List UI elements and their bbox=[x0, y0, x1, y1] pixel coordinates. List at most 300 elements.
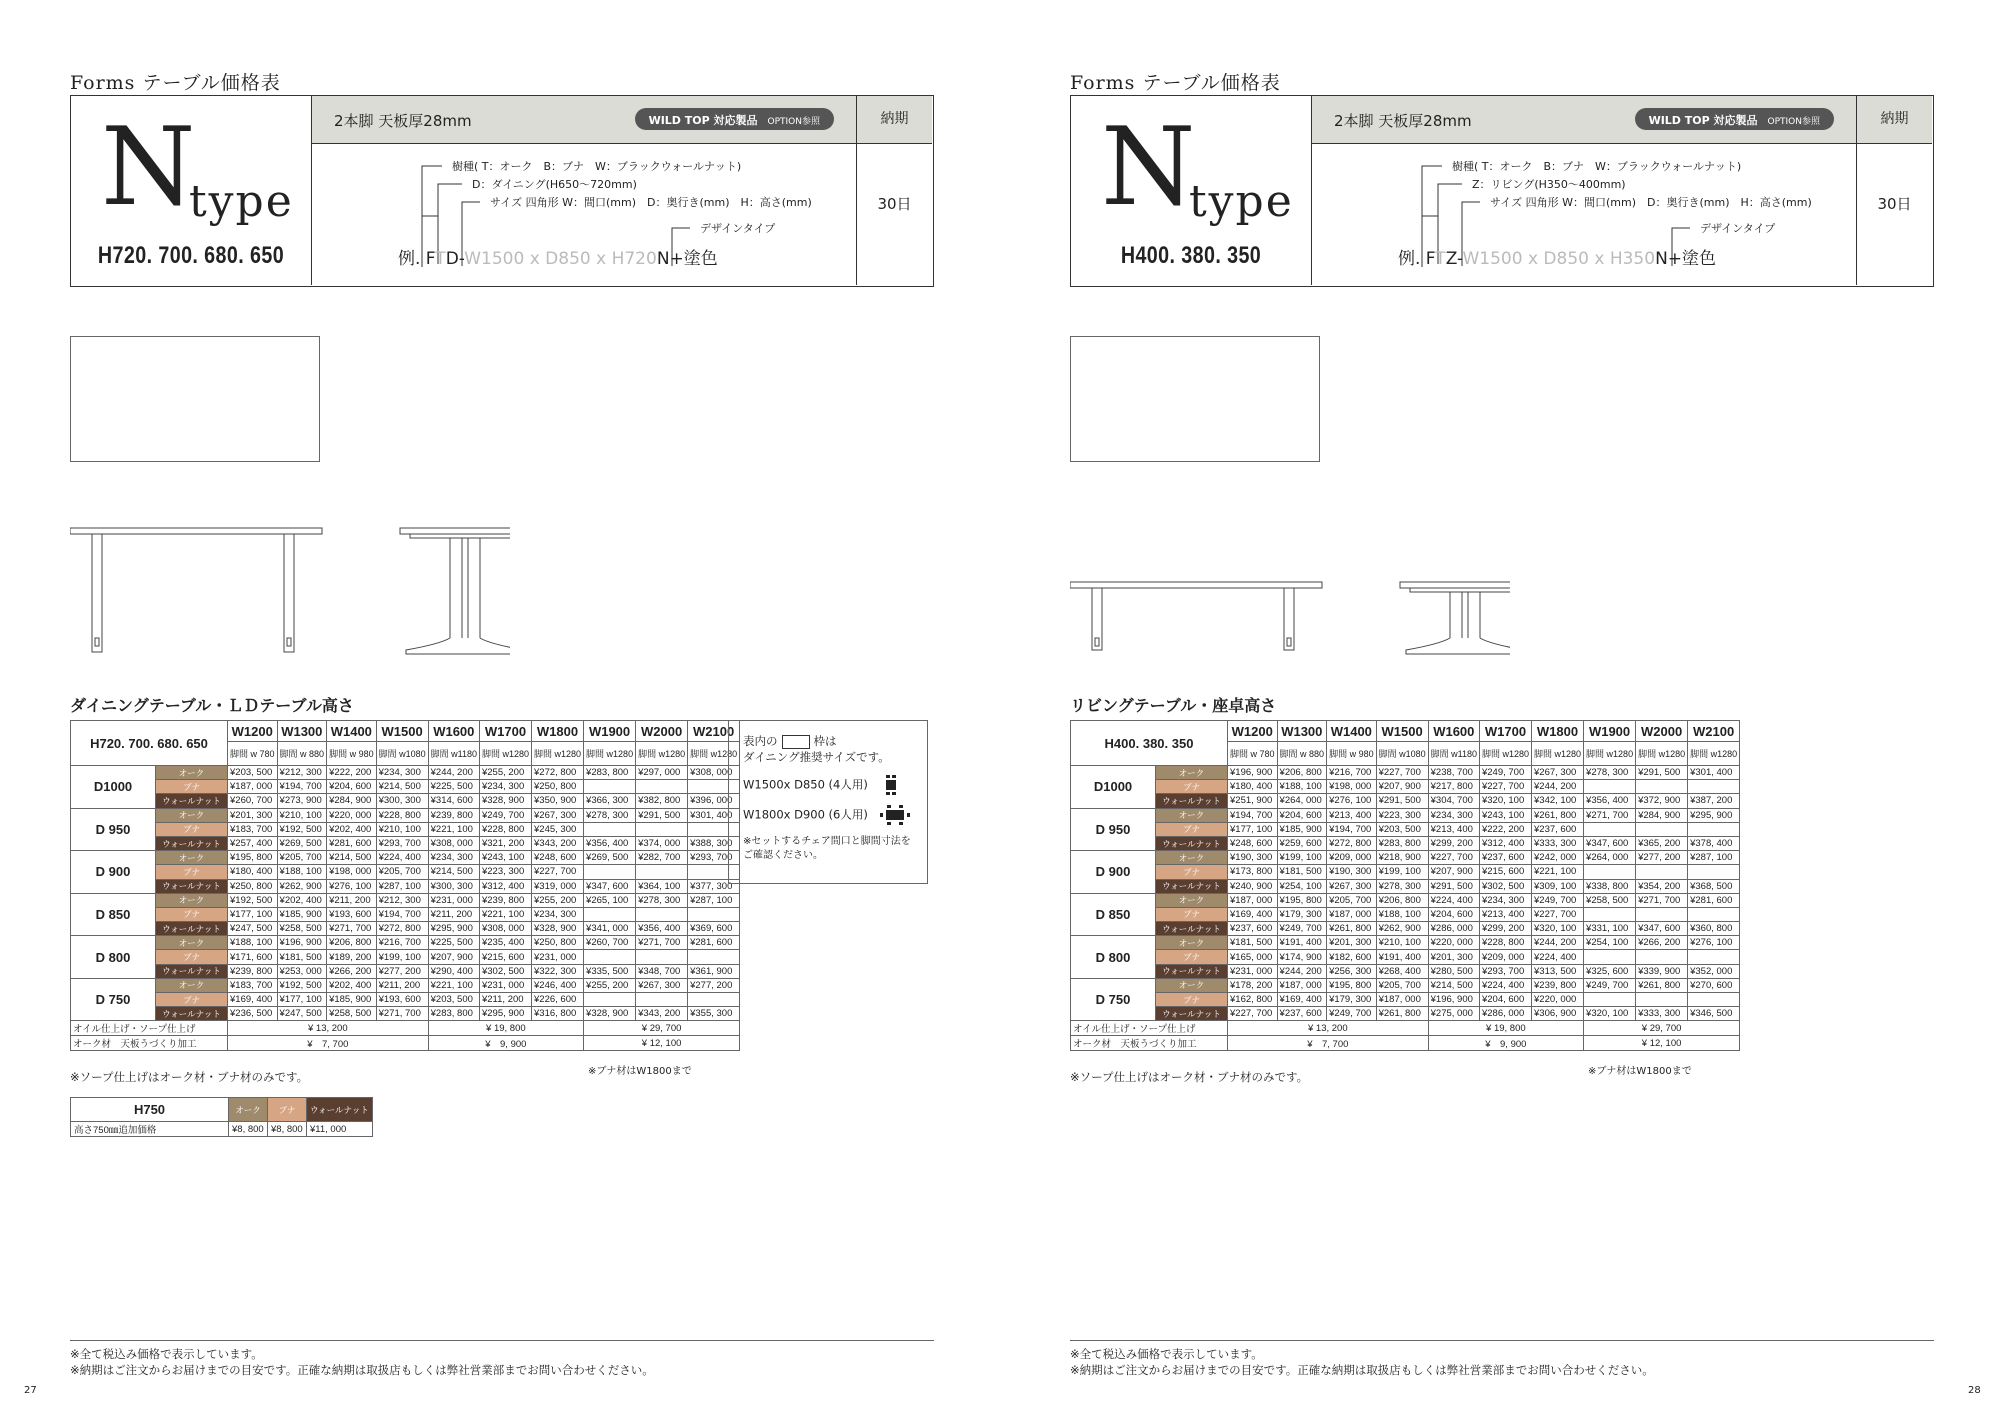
price-cell: ¥269, 500 bbox=[584, 851, 636, 865]
price-cell: ¥244, 200 bbox=[428, 766, 479, 780]
table-row bbox=[71, 808, 740, 822]
price-cell: ¥267, 300 bbox=[1532, 766, 1584, 780]
price-cell: ¥284, 900 bbox=[327, 794, 377, 808]
price-cell: ¥193, 600 bbox=[327, 907, 377, 921]
buna-note: ※ブナ材はW1800まで bbox=[588, 1066, 692, 1077]
price-cell: ¥261, 800 bbox=[1636, 978, 1688, 992]
price-cell: ¥280, 500 bbox=[1428, 964, 1479, 978]
price-cell: ¥284, 900 bbox=[1636, 808, 1688, 822]
finish-oak-uzukuri-label: オーク材 天板うづくり加工 bbox=[71, 1036, 228, 1051]
side-view-top bbox=[1070, 582, 1322, 588]
price-cell: ¥206, 800 bbox=[1277, 766, 1327, 780]
price-cell: ¥266, 200 bbox=[327, 964, 377, 978]
table-row bbox=[1071, 851, 1740, 865]
height-range: H400. 380. 350 bbox=[1120, 242, 1262, 269]
leg-span-header: 脚間 w1080 bbox=[376, 742, 428, 766]
example-prefix: 例. F bbox=[398, 249, 436, 269]
price-cell: ¥356, 400 bbox=[1584, 794, 1636, 808]
price-cell: ¥212, 300 bbox=[277, 766, 327, 780]
table-row bbox=[1071, 865, 1740, 879]
wood-buna-label: ブナ bbox=[156, 822, 228, 836]
price-cell: ¥278, 300 bbox=[1376, 879, 1428, 893]
footer-notes bbox=[70, 1346, 654, 1378]
price-cell: ¥260, 700 bbox=[228, 794, 278, 808]
price-cell bbox=[584, 780, 636, 794]
leg-span-header: 脚間 w 780 bbox=[1228, 742, 1278, 766]
price-cell: ¥277, 200 bbox=[688, 978, 740, 992]
price-cell: ¥291, 500 bbox=[1376, 794, 1428, 808]
price-cell: ¥322, 300 bbox=[532, 964, 584, 978]
price-cell: ¥374, 000 bbox=[636, 836, 688, 850]
price-cell: ¥328, 900 bbox=[479, 794, 531, 808]
width-header: W1600 bbox=[1428, 721, 1479, 742]
price-cell: ¥283, 800 bbox=[428, 1007, 479, 1021]
wood-walnut-label: ウォールナット bbox=[1156, 964, 1228, 978]
price-cell: ¥199, 100 bbox=[376, 950, 428, 964]
price-cell: ¥249, 700 bbox=[479, 808, 531, 822]
wood-buna-label: ブナ bbox=[1156, 780, 1228, 794]
side-view-top bbox=[70, 528, 322, 534]
delivery-label: 納期 bbox=[856, 96, 932, 144]
wild-top-badge bbox=[1635, 108, 1834, 130]
price-cell: ¥207, 900 bbox=[1428, 865, 1479, 879]
product-photo-frame bbox=[70, 336, 320, 462]
table-row bbox=[71, 1007, 740, 1021]
price-cell: ¥354, 200 bbox=[1636, 879, 1688, 893]
wood-oak-label: オーク bbox=[156, 808, 228, 822]
price-cell: ¥256, 300 bbox=[1327, 964, 1377, 978]
product-code-diagram bbox=[1312, 144, 1856, 285]
price-cell: ¥267, 300 bbox=[532, 808, 584, 822]
price-cell: ¥195, 800 bbox=[228, 851, 278, 865]
table-row bbox=[1071, 907, 1740, 921]
height-header: H400. 380. 350 bbox=[1071, 721, 1228, 766]
price-cell: ¥188, 100 bbox=[1277, 780, 1327, 794]
price-cell: ¥188, 100 bbox=[228, 936, 278, 950]
legend-heading bbox=[743, 733, 913, 765]
price-cell: ¥251, 900 bbox=[1228, 794, 1278, 808]
wood-oak-label: オーク bbox=[1156, 808, 1228, 822]
price-cell: ¥245, 300 bbox=[532, 822, 584, 836]
wood-walnut-label: ウォールナット bbox=[156, 964, 228, 978]
wood-oak-label: オーク bbox=[156, 766, 228, 780]
price-cell: ¥258, 500 bbox=[277, 922, 327, 936]
depth-label: D 950 bbox=[1071, 808, 1156, 851]
side-view-leg-right bbox=[284, 534, 294, 652]
price-cell: ¥258, 500 bbox=[1584, 893, 1636, 907]
price-cell: ¥290, 400 bbox=[428, 964, 479, 978]
price-cell bbox=[1688, 993, 1740, 1007]
price-cell: ¥312, 400 bbox=[1479, 836, 1531, 850]
price-cell: ¥221, 100 bbox=[1532, 865, 1584, 879]
annotation-design: デザインタイプ bbox=[1700, 222, 1776, 235]
price-cell: ¥199, 100 bbox=[1277, 851, 1327, 865]
price-cell: ¥338, 800 bbox=[1584, 879, 1636, 893]
price-cell: ¥227, 700 bbox=[1428, 851, 1479, 865]
price-cell: ¥261, 800 bbox=[1327, 922, 1377, 936]
width-header: W2100 bbox=[688, 721, 740, 742]
type-word: type bbox=[1189, 176, 1294, 227]
price-cell: ¥190, 300 bbox=[1327, 865, 1377, 879]
finish-oil-soap-price: ¥ 19, 800 bbox=[1428, 1021, 1583, 1036]
leg-span-header: 脚間 w1280 bbox=[584, 742, 636, 766]
price-cell: ¥268, 400 bbox=[1376, 964, 1428, 978]
finish-oak-uzukuri-price: ¥ 9, 900 bbox=[428, 1036, 583, 1051]
option-ref: OPTION参照 bbox=[767, 117, 820, 127]
price-cell: ¥236, 500 bbox=[228, 1007, 278, 1021]
wild-badge-label: WILD TOP 対応製品 bbox=[1648, 114, 1758, 127]
h750-price-oak: ¥8, 800 bbox=[229, 1122, 268, 1137]
price-cell bbox=[1636, 950, 1688, 964]
price-cell: ¥277, 200 bbox=[376, 964, 428, 978]
price-cell: ¥214, 500 bbox=[327, 851, 377, 865]
price-cell: ¥300, 300 bbox=[376, 794, 428, 808]
price-cell: ¥314, 600 bbox=[428, 794, 479, 808]
price-cell: ¥295, 900 bbox=[428, 922, 479, 936]
price-cell: ¥276, 100 bbox=[1327, 794, 1377, 808]
wood-walnut-label: ウォールナット bbox=[1156, 836, 1228, 850]
wood-walnut-label: ウォールナット bbox=[156, 794, 228, 808]
finish-oak-uzukuri-label: オーク材 天板うづくり加工 bbox=[1071, 1036, 1228, 1051]
price-cell bbox=[1584, 950, 1636, 964]
price-cell: ¥352, 000 bbox=[1688, 964, 1740, 978]
price-cell: ¥228, 800 bbox=[1479, 936, 1531, 950]
price-cell: ¥321, 200 bbox=[479, 836, 531, 850]
price-cell: ¥201, 300 bbox=[1327, 936, 1377, 950]
price-cell: ¥262, 900 bbox=[1376, 922, 1428, 936]
footer-note-delivery: ※納期はご注文からお届けまでの目安です。正確な納期は取扱店もしくは弊社営業部までお問い合わせください。 bbox=[70, 1363, 654, 1377]
price-cell: ¥248, 600 bbox=[532, 851, 584, 865]
price-cell bbox=[1584, 993, 1636, 1007]
table-row bbox=[1071, 936, 1740, 950]
price-cell: ¥227, 700 bbox=[1376, 766, 1428, 780]
option-ref: OPTION参照 bbox=[1767, 117, 1820, 127]
price-cell: ¥218, 900 bbox=[1376, 851, 1428, 865]
price-cell: ¥267, 300 bbox=[1327, 879, 1377, 893]
table-row bbox=[1071, 964, 1740, 978]
wood-walnut-label: ウォールナット bbox=[156, 879, 228, 893]
price-cell: ¥185, 900 bbox=[1277, 822, 1327, 836]
price-cell: ¥194, 700 bbox=[1228, 808, 1278, 822]
depth-label: D 900 bbox=[71, 851, 156, 894]
price-cell bbox=[1688, 907, 1740, 921]
price-cell: ¥169, 400 bbox=[228, 993, 278, 1007]
price-cell: ¥188, 100 bbox=[277, 865, 327, 879]
finish-oak-uzukuri-price: ¥ 7, 700 bbox=[1228, 1036, 1429, 1051]
wood-oak-label: オーク bbox=[1156, 851, 1228, 865]
price-cell: ¥249, 700 bbox=[1327, 1007, 1377, 1021]
price-cell: ¥299, 200 bbox=[1428, 836, 1479, 850]
price-cell: ¥287, 100 bbox=[376, 879, 428, 893]
price-cell: ¥179, 300 bbox=[1277, 907, 1327, 921]
width-header: W1500 bbox=[1376, 721, 1428, 742]
price-cell: ¥299, 200 bbox=[1479, 922, 1531, 936]
price-cell: ¥278, 300 bbox=[636, 893, 688, 907]
example-size: W1500 x D850 x H720 bbox=[464, 249, 657, 269]
example-suffix: N+塗色 bbox=[1655, 249, 1717, 269]
finish-oak-uzukuri-price: ¥ 12, 100 bbox=[584, 1036, 740, 1051]
example-size: W1500 x D850 x H350 bbox=[1462, 249, 1656, 269]
wood-oak-label: オーク bbox=[1156, 978, 1228, 992]
page-number: 27 bbox=[24, 1385, 37, 1396]
price-cell: ¥203, 500 bbox=[228, 766, 278, 780]
width-header: W1700 bbox=[479, 721, 531, 742]
price-cell: ¥213, 400 bbox=[1479, 907, 1531, 921]
footer-note-tax: ※全て税込み価格で表示しています。 bbox=[1070, 1347, 1263, 1361]
price-cell: ¥211, 200 bbox=[376, 978, 428, 992]
wood-buna-label: ブナ bbox=[156, 865, 228, 879]
price-cell: ¥231, 000 bbox=[532, 950, 584, 964]
wood-oak-label: オーク bbox=[1156, 893, 1228, 907]
width-header: W1800 bbox=[1532, 721, 1584, 742]
elevation-drawings bbox=[1070, 520, 1510, 660]
price-cell bbox=[688, 950, 740, 964]
depth-label: D1000 bbox=[1071, 766, 1156, 809]
leg-span-header: 脚間 w1280 bbox=[1479, 742, 1531, 766]
annotation-size: サイズ 四角形 W：間口(mm) D：奥行き(mm) H：高さ(mm) bbox=[490, 196, 812, 209]
example-wood-letter: T bbox=[435, 249, 446, 269]
price-cell: ¥325, 600 bbox=[1584, 964, 1636, 978]
wood-buna-label: ブナ bbox=[1156, 907, 1228, 921]
price-cell: ¥265, 100 bbox=[584, 893, 636, 907]
price-cell bbox=[1636, 780, 1688, 794]
price-cell: ¥301, 400 bbox=[1688, 766, 1740, 780]
price-cell: ¥365, 200 bbox=[1636, 836, 1688, 850]
width-header: W2100 bbox=[1688, 721, 1740, 742]
width-header: W2000 bbox=[1636, 721, 1688, 742]
price-cell: ¥320, 100 bbox=[1584, 1007, 1636, 1021]
price-cell bbox=[636, 780, 688, 794]
price-cell: ¥377, 300 bbox=[688, 879, 740, 893]
price-cell: ¥278, 300 bbox=[584, 808, 636, 822]
price-cell: ¥210, 100 bbox=[277, 808, 327, 822]
price-cell: ¥271, 700 bbox=[1584, 808, 1636, 822]
price-cell: ¥272, 800 bbox=[376, 922, 428, 936]
depth-label: D 850 bbox=[1071, 893, 1156, 936]
price-cell: ¥210, 100 bbox=[376, 822, 428, 836]
price-cell: ¥283, 800 bbox=[584, 766, 636, 780]
price-cell: ¥312, 400 bbox=[479, 879, 531, 893]
example-prefix: 例. F bbox=[1398, 249, 1436, 269]
price-cell: ¥276, 100 bbox=[327, 879, 377, 893]
price-cell: ¥304, 700 bbox=[1428, 794, 1479, 808]
table-row bbox=[71, 893, 740, 907]
wood-buna-label: ブナ bbox=[156, 907, 228, 921]
leg-span-header: 脚間 w1180 bbox=[1428, 742, 1479, 766]
finish-oil-soap-label: オイル仕上げ・ソープ仕上げ bbox=[1071, 1021, 1228, 1036]
width-header: W1900 bbox=[1584, 721, 1636, 742]
price-cell: ¥369, 600 bbox=[688, 922, 740, 936]
price-cell: ¥387, 200 bbox=[1688, 794, 1740, 808]
side-view-leg-left bbox=[1092, 588, 1102, 650]
price-cell: ¥220, 000 bbox=[1428, 936, 1479, 950]
finish-oil-soap-price: ¥ 29, 700 bbox=[1584, 1021, 1740, 1036]
leg-span-header: 脚間 w1280 bbox=[479, 742, 531, 766]
price-cell: ¥169, 400 bbox=[1277, 993, 1327, 1007]
price-cell: ¥191, 400 bbox=[1277, 936, 1327, 950]
price-cell: ¥221, 100 bbox=[479, 907, 531, 921]
legend-note: ※セットするチェア間口と脚間寸法をご確認ください。 bbox=[743, 836, 911, 861]
price-cell: ¥378, 400 bbox=[1688, 836, 1740, 850]
price-cell: ¥328, 900 bbox=[532, 922, 584, 936]
price-cell: ¥214, 500 bbox=[428, 865, 479, 879]
type-box bbox=[71, 96, 312, 285]
table-row bbox=[71, 978, 740, 992]
price-cell: ¥248, 600 bbox=[1228, 836, 1278, 850]
type-letter: N bbox=[101, 105, 196, 230]
price-cell: ¥213, 400 bbox=[1327, 808, 1377, 822]
price-cell: ¥283, 800 bbox=[1376, 836, 1428, 850]
price-cell: ¥183, 700 bbox=[228, 978, 278, 992]
price-cell: ¥220, 000 bbox=[327, 808, 377, 822]
price-cell: ¥177, 100 bbox=[228, 907, 278, 921]
type-header bbox=[70, 95, 934, 287]
price-cell: ¥196, 900 bbox=[1228, 766, 1278, 780]
table-row bbox=[71, 993, 740, 1007]
wild-badge-label: WILD TOP 対応製品 bbox=[648, 114, 758, 127]
price-cell: ¥320, 100 bbox=[1479, 794, 1531, 808]
price-cell: ¥295, 900 bbox=[1688, 808, 1740, 822]
price-cell: ¥220, 000 bbox=[1532, 993, 1584, 1007]
price-cell: ¥244, 200 bbox=[1532, 936, 1584, 950]
legend-text-c: ダイニング推奨サイズです。 bbox=[743, 750, 890, 764]
price-cell: ¥364, 100 bbox=[636, 879, 688, 893]
price-cell: ¥308, 000 bbox=[688, 766, 740, 780]
price-cell: ¥348, 700 bbox=[636, 964, 688, 978]
depth-label: D1000 bbox=[71, 766, 156, 809]
price-cell: ¥196, 900 bbox=[1428, 993, 1479, 1007]
price-cell: ¥228, 800 bbox=[376, 808, 428, 822]
price-cell bbox=[636, 822, 688, 836]
price-cell: ¥177, 100 bbox=[1228, 822, 1278, 836]
price-cell bbox=[1636, 907, 1688, 921]
depth-label: D 750 bbox=[1071, 978, 1156, 1021]
wood-walnut-label: ウォールナット bbox=[1156, 922, 1228, 936]
price-cell: ¥162, 800 bbox=[1228, 993, 1278, 1007]
table-row bbox=[1071, 808, 1740, 822]
table-row bbox=[71, 794, 740, 808]
leg-span-header: 脚間 w1280 bbox=[1532, 742, 1584, 766]
price-cell: ¥173, 800 bbox=[1228, 865, 1278, 879]
price-cell: ¥239, 800 bbox=[479, 893, 531, 907]
price-cell: ¥204, 600 bbox=[1428, 907, 1479, 921]
price-cell: ¥178, 200 bbox=[1228, 978, 1278, 992]
price-cell bbox=[636, 993, 688, 1007]
price-cell: ¥331, 100 bbox=[1584, 922, 1636, 936]
finish-oak-uzukuri-row bbox=[1071, 1036, 1740, 1051]
price-cell: ¥187, 000 bbox=[1327, 907, 1377, 921]
price-cell: ¥202, 400 bbox=[327, 978, 377, 992]
price-cell: ¥205, 700 bbox=[277, 851, 327, 865]
section-title: Forms テーブル価格表 bbox=[1070, 72, 1281, 94]
price-cell: ¥368, 500 bbox=[1688, 879, 1740, 893]
price-cell: ¥343, 200 bbox=[636, 1007, 688, 1021]
price-cell: ¥165, 000 bbox=[1228, 950, 1278, 964]
price-cell: ¥333, 300 bbox=[1636, 1007, 1688, 1021]
example-code bbox=[1398, 244, 1716, 269]
price-cell: ¥243, 100 bbox=[479, 851, 531, 865]
price-cell: ¥269, 500 bbox=[277, 836, 327, 850]
price-cell bbox=[1584, 780, 1636, 794]
price-cell: ¥244, 200 bbox=[1277, 964, 1327, 978]
example-code bbox=[398, 244, 718, 269]
price-cell: ¥231, 000 bbox=[428, 893, 479, 907]
h750-label: 高さ750㎜追加価格 bbox=[71, 1122, 229, 1137]
price-cell: ¥281, 600 bbox=[688, 936, 740, 950]
table-title: ダイニングテーブル・ＬＤテーブル高さ bbox=[70, 696, 354, 715]
width-header: W1200 bbox=[228, 721, 278, 742]
section-title: Forms テーブル価格表 bbox=[70, 72, 281, 94]
price-cell: ¥193, 600 bbox=[376, 993, 428, 1007]
price-cell: ¥306, 900 bbox=[1532, 1007, 1584, 1021]
price-cell: ¥316, 800 bbox=[532, 1007, 584, 1021]
leg-span-header: 脚間 w1280 bbox=[532, 742, 584, 766]
side-view-leg-left bbox=[92, 534, 102, 652]
table-row bbox=[71, 907, 740, 921]
price-cell: ¥209, 000 bbox=[1327, 851, 1377, 865]
leg-span-header: 脚間 w1280 bbox=[1688, 742, 1740, 766]
price-cell: ¥239, 800 bbox=[428, 808, 479, 822]
price-cell: ¥187, 000 bbox=[1277, 978, 1327, 992]
price-cell: ¥267, 300 bbox=[636, 978, 688, 992]
price-cell: ¥228, 800 bbox=[479, 822, 531, 836]
finish-oak-uzukuri-price: ¥ 7, 700 bbox=[228, 1036, 429, 1051]
price-cell: ¥308, 000 bbox=[428, 836, 479, 850]
price-cell: ¥234, 300 bbox=[1479, 893, 1531, 907]
price-cell: ¥195, 800 bbox=[1327, 978, 1377, 992]
price-cell: ¥281, 600 bbox=[327, 836, 377, 850]
table-row bbox=[1071, 993, 1740, 1007]
price-cell: ¥195, 800 bbox=[1277, 893, 1327, 907]
price-cell: ¥205, 700 bbox=[1376, 978, 1428, 992]
wood-buna-label: ブナ bbox=[1156, 993, 1228, 1007]
wild-top-badge bbox=[635, 108, 834, 130]
wood-oak-label: オーク bbox=[156, 978, 228, 992]
price-cell: ¥204, 600 bbox=[1479, 993, 1531, 1007]
type-word: type bbox=[189, 176, 294, 227]
price-cell: ¥271, 700 bbox=[327, 922, 377, 936]
price-cell: ¥231, 000 bbox=[479, 978, 531, 992]
width-header: W2000 bbox=[636, 721, 688, 742]
price-cell: ¥255, 200 bbox=[479, 766, 531, 780]
price-cell: ¥242, 000 bbox=[1532, 851, 1584, 865]
spec-bar bbox=[1312, 96, 1856, 144]
legend-4seat bbox=[743, 775, 913, 795]
price-cell: ¥181, 500 bbox=[277, 950, 327, 964]
price-cell: ¥224, 400 bbox=[376, 851, 428, 865]
four-seat-icon bbox=[880, 775, 902, 795]
price-cell: ¥287, 100 bbox=[688, 893, 740, 907]
price-cell: ¥254, 100 bbox=[1277, 879, 1327, 893]
price-cell: ¥204, 600 bbox=[1277, 808, 1327, 822]
price-cell: ¥339, 900 bbox=[1636, 964, 1688, 978]
price-cell: ¥341, 000 bbox=[584, 922, 636, 936]
wood-walnut-label: ウォールナット bbox=[156, 836, 228, 850]
product-code-diagram bbox=[312, 144, 856, 285]
price-cell: ¥347, 600 bbox=[1636, 922, 1688, 936]
price-cell: ¥234, 300 bbox=[428, 851, 479, 865]
width-header: W1400 bbox=[1327, 721, 1377, 742]
table-title: リビングテーブル・座卓高さ bbox=[1070, 696, 1277, 715]
price-cell: ¥211, 200 bbox=[428, 907, 479, 921]
price-cell: ¥244, 200 bbox=[1532, 780, 1584, 794]
price-cell: ¥215, 600 bbox=[479, 950, 531, 964]
price-cell: ¥287, 100 bbox=[1688, 851, 1740, 865]
side-view-leg-right bbox=[1284, 588, 1294, 650]
price-cell: ¥221, 100 bbox=[428, 822, 479, 836]
table-row bbox=[1071, 922, 1740, 936]
wood-walnut-label: ウォールナット bbox=[156, 1007, 228, 1021]
